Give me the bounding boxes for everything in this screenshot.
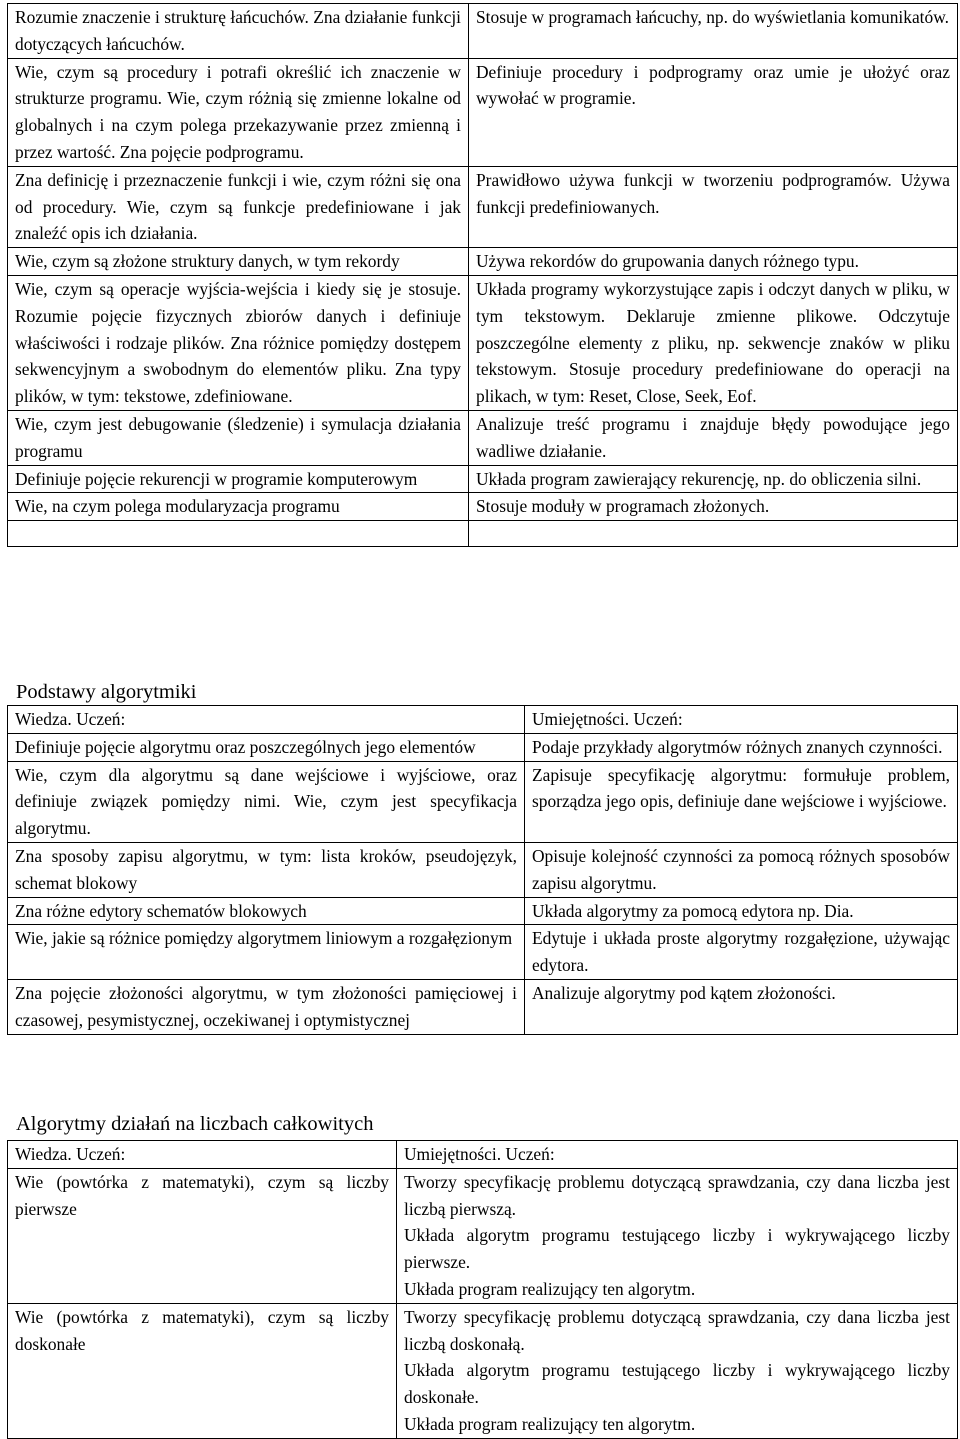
skills-cell xyxy=(469,248,958,276)
skills-cell xyxy=(469,410,958,465)
skills-cell xyxy=(469,465,958,493)
cell-paragraph: Układa algorytm programu testującego liczby i wykrywającego liczby pierwsze. xyxy=(404,1225,950,1273)
cell-paragraph: Układa algorytmy za pomocą edytora np. Dia. xyxy=(532,900,854,921)
cell-paragraph: Stosuje w programach łańcuchy, np. do wyświetlania komunikatów. xyxy=(476,7,949,27)
cell-paragraph: Używa rekordów do grupowania danych różnego typu. xyxy=(476,251,859,272)
cell-paragraph: Wie, czym dla algorytmu są dane wejściowe i wyjściowe, oraz definiuje związek pomiędzy nimi. Wie, czym jest specyfikacja algorytmu. xyxy=(15,764,517,839)
section-title: Algorytmy działań na liczbach całkowitych xyxy=(16,1113,374,1135)
table-row xyxy=(8,58,958,166)
table-row xyxy=(8,1168,958,1303)
skills-cell xyxy=(469,58,958,166)
cell-paragraph: Tworzy specyfikację problemu dotyczącą sprawdzania, czy dana liczba jest liczbą pierwszą. xyxy=(404,1171,950,1219)
table-header-row xyxy=(8,1141,958,1169)
skills-cell xyxy=(525,925,958,980)
skills-cell xyxy=(525,761,958,842)
skills-cell xyxy=(469,275,958,410)
cell-paragraph: Wie, czym są operacje wyjścia-wejścia i kiedy się je stosuje. Rozumie pojęcie fizycznych zbiorów danych i definiuje właściwości i rodzaje plików. Zna różnice pomiędzy dostępem sekwencyjnym a swobodnym do elementów pliku. Zna typy plików, w tym: tekstowe, zdefiniowane. xyxy=(15,278,461,407)
table-row xyxy=(8,493,958,521)
knowledge-cell xyxy=(8,248,469,276)
table-header-row xyxy=(8,706,958,734)
table-row xyxy=(8,979,958,1034)
knowledge-cell xyxy=(8,166,469,247)
cell-paragraph: Wie (powtórka z matematyki), czym są liczby doskonałe xyxy=(15,1306,389,1354)
knowledge-cell xyxy=(8,761,525,842)
knowledge-cell xyxy=(8,58,469,166)
skills-cell xyxy=(397,1303,958,1438)
table-row-empty xyxy=(8,521,958,547)
table-row xyxy=(8,166,958,247)
section-title: Podstawy algorytmiki xyxy=(16,681,197,703)
cell-paragraph: Układa algorytm programu testującego liczby i wykrywającego liczby doskonałe. xyxy=(404,1360,950,1408)
cell-paragraph: Układa program zawierający rekurencję, np. do obliczenia silni. xyxy=(476,468,922,489)
table-row xyxy=(8,275,958,410)
cell-paragraph: Zna pojęcie złożoności algorytmu, w tym złożoności pamięciowej i czasowej, pesymistycznej, oczekiwanej i optymistycznej xyxy=(15,982,517,1030)
knowledge-cell xyxy=(8,842,525,897)
skills-cell xyxy=(525,733,958,761)
skills-cell xyxy=(525,842,958,897)
competency-table-continued xyxy=(7,3,958,547)
cell-paragraph: Wie, jakie są różnice pomiędzy algorytmem liniowym a rozgałęzionym xyxy=(15,928,513,949)
cell-paragraph: Podaje przykłady algorytmów różnych znanych czynności. xyxy=(532,736,943,757)
cell-paragraph: Edytuje i układa proste algorytmy rozgałęzione, używając edytora. xyxy=(532,928,950,976)
table-row xyxy=(8,248,958,276)
skills-cell xyxy=(469,493,958,521)
table-row xyxy=(8,410,958,465)
knowledge-cell xyxy=(8,1168,397,1303)
cell-paragraph: Definiuje procedury i podprogramy oraz umie je ułożyć oraz wywołać w programie. xyxy=(476,61,950,109)
knowledge-cell xyxy=(8,521,469,547)
algorithmics-table xyxy=(7,705,958,1035)
knowledge-cell xyxy=(8,275,469,410)
knowledge-cell xyxy=(8,4,469,59)
cell-paragraph: Stosuje moduły w programach złożonych. xyxy=(476,496,770,517)
cell-paragraph: Układa program realizujący ten algorytm. xyxy=(404,1278,696,1299)
knowledge-cell xyxy=(8,979,525,1034)
cell-paragraph: Tworzy specyfikację problemu dotyczącą sprawdzania, czy dana liczba jest liczbą doskonałą. xyxy=(404,1306,950,1354)
skills-cell xyxy=(469,166,958,247)
skills-cell xyxy=(397,1168,958,1303)
cell-paragraph: Analizuje algorytmy pod kątem złożoności. xyxy=(532,982,836,1003)
skills-cell xyxy=(469,521,958,547)
table-row xyxy=(8,465,958,493)
cell-paragraph: Wie, na czym polega modularyzacja programu xyxy=(15,496,340,517)
table-row xyxy=(8,4,958,59)
table-row xyxy=(8,897,958,925)
integer-algorithms-table xyxy=(7,1140,958,1439)
skills-header: Umiejętności. Uczeń: xyxy=(525,706,958,734)
table-row xyxy=(8,842,958,897)
cell-paragraph: Zna różne edytory schematów blokowych xyxy=(15,900,307,921)
cell-paragraph: Wie, czym są złożone struktury danych, w tym rekordy xyxy=(15,251,400,272)
cell-paragraph: Zna definicję i przeznaczenie funkcji i wie, czym różni się ona od procedury. Wie, czym są funkcje predefiniowane i jak znaleźć opis ich działania. xyxy=(15,169,461,244)
table-row xyxy=(8,1303,958,1438)
skills-cell xyxy=(525,897,958,925)
cell-paragraph: Definiuje pojęcie rekurencji w programie komputerowym xyxy=(15,468,418,489)
knowledge-header: Wiedza. Uczeń: xyxy=(8,1141,397,1169)
knowledge-cell xyxy=(8,1303,397,1438)
knowledge-cell xyxy=(8,410,469,465)
cell-paragraph: Układa program realizujący ten algorytm. xyxy=(404,1413,696,1434)
knowledge-cell xyxy=(8,925,525,980)
cell-paragraph: Zapisuje specyfikację algorytmu: formułuje problem, sporządza jego opis, definiuje dane wejściowe i wyjściowe. xyxy=(532,764,950,812)
cell-paragraph: Wie (powtórka z matematyki), czym są liczby pierwsze xyxy=(15,1171,389,1219)
cell-paragraph: Wie, czym są procedury i potrafi określić ich znaczenie w strukturze programu. Wie, czym różnią się zmienne lokalne od globalnych i na czym polega przekazywanie przez zmienną i przez wartość. Zna pojęcie podprogramu. xyxy=(15,61,461,162)
knowledge-cell xyxy=(8,465,469,493)
table-row xyxy=(8,925,958,980)
skills-cell xyxy=(469,4,958,59)
knowledge-cell xyxy=(8,733,525,761)
cell-paragraph: Opisuje kolejność czynności za pomocą różnych sposobów zapisu algorytmu. xyxy=(532,845,950,893)
cell-paragraph: Układa programy wykorzystujące zapis i odczyt danych w pliku, w tym tekstowym. Deklaruje zmienne plikowe. Odczytuje poszczególne elementy z pliku, np. sekwencje znaków w pliku tekstowym. Stosuje procedury predefiniowane do operacji na plikach, w tym: Reset, Close, Seek, Eof. xyxy=(476,278,950,407)
skills-header: Umiejętności. Uczeń: xyxy=(397,1141,958,1169)
table-row xyxy=(8,733,958,761)
table-row xyxy=(8,761,958,842)
cell-paragraph: Zna sposoby zapisu algorytmu, w tym: lista kroków, pseudojęzyk, schemat blokowy xyxy=(15,845,517,893)
knowledge-cell xyxy=(8,897,525,925)
cell-paragraph: Analizuje treść programu i znajduje błędy powodujące jego wadliwe działanie. xyxy=(476,413,950,461)
cell-paragraph: Rozumie znaczenie i strukturę łańcuchów. Zna działanie funkcji dotyczących łańcuchów. xyxy=(15,7,462,54)
cell-paragraph: Definiuje pojęcie algorytmu oraz poszczególnych jego elementów xyxy=(15,736,476,757)
cell-paragraph: Prawidłowo używa funkcji w tworzeniu podprogramów. Używa funkcji predefiniowanych. xyxy=(476,169,950,217)
knowledge-cell xyxy=(8,493,469,521)
skills-cell xyxy=(525,979,958,1034)
knowledge-header: Wiedza. Uczeń: xyxy=(8,706,525,734)
cell-paragraph: Wie, czym jest debugowanie (śledzenie) i symulacja działania programu xyxy=(15,413,461,461)
